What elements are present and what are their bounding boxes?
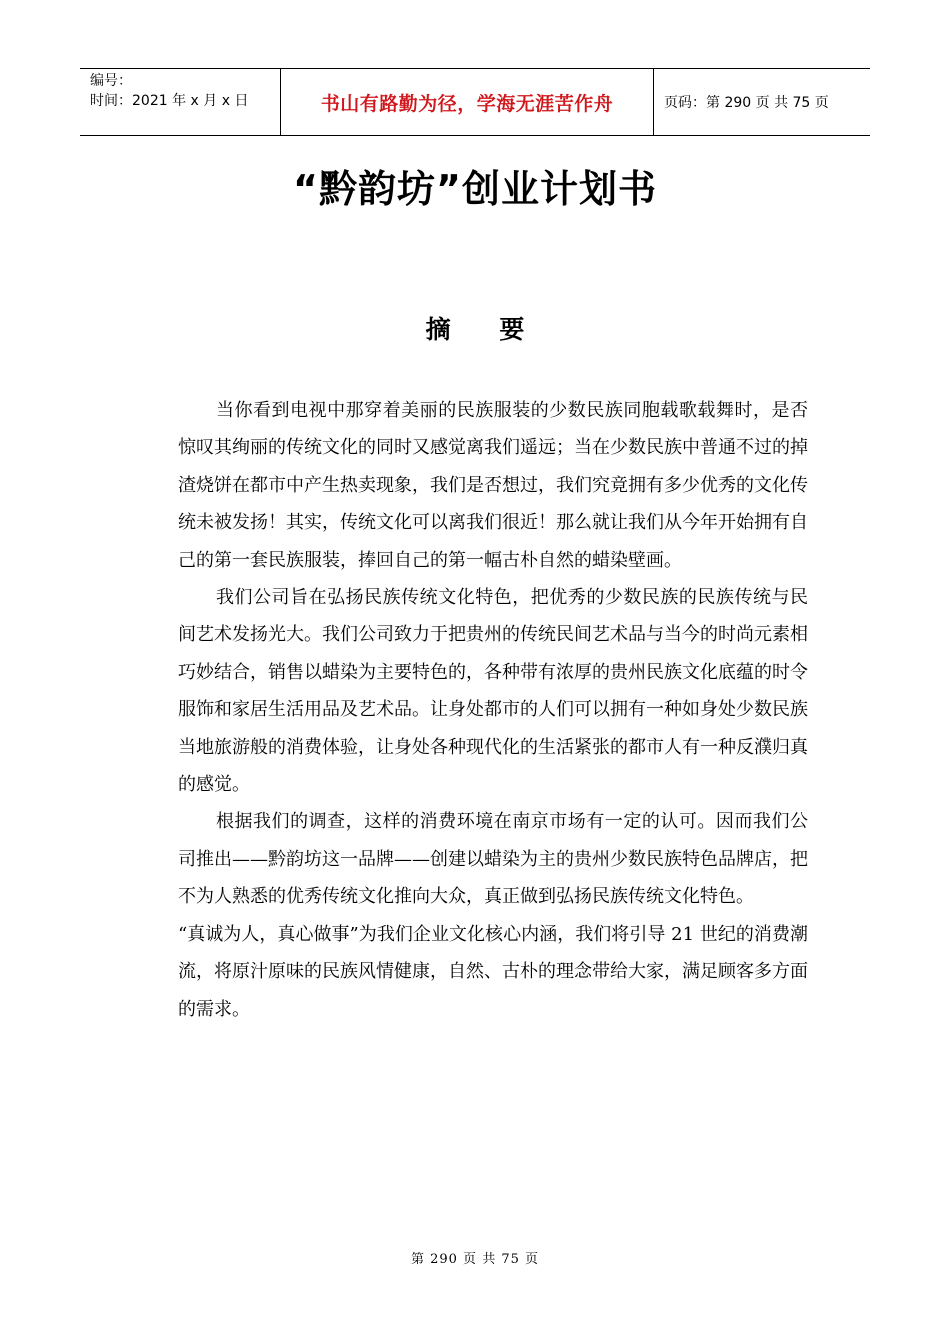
paragraph-4: “真诚为人，真心做事”为我们企业文化核心内涵，我们将引导 21 世纪的消费潮流，将原汁原味的民族风情健康，自然、古朴的理念带给大家，满足顾客多方面的需求。: [178, 923, 808, 1020]
number-label: 编号：: [90, 73, 132, 89]
date-label: 时间：2021 年 x 月 x 日: [90, 93, 249, 109]
header-meta: [80, 69, 281, 135]
paragraph-3: 根据我们的调查，这样的消费环境在南京市场有一定的认可。因而我们公司推出——黔韵坊这一品牌——创建以蜡染为主的贵州少数民族特色品牌店，把不为人熟悉的优秀传统文化推向大众，真正做到弘扬民族传统文化特色。: [178, 811, 808, 908]
document-title: “黔韵坊”创业计划书: [293, 167, 657, 211]
paragraph-1: 当你看到电视中那穿着美丽的民族服装的少数民族同胞载歌载舞时，是否惊叹其绚丽的传统文化的同时又感觉离我们遥远；当在少数民族中普通不过的掉渣烧饼在都市中产生热卖现象，我们是否想过，我们究竟拥有多少优秀的文化传统未被发扬！其实，传统文化可以离我们很近！那么就让我们从今年开始拥有自己的第一套民族服装，捧回自己的第一幅古朴自然的蜡染壁画。: [178, 400, 808, 571]
header-motto: 书山有路勤为径，学海无涯苦作舟: [281, 69, 654, 135]
header-page-info: 页码：第 290 页 共 75 页: [664, 95, 829, 111]
paragraph-2: 我们公司旨在弘扬民族传统文化特色，把优秀的少数民族的民族传统与民间艺术发扬光大。我们公司致力于把贵州的传统民间艺术品与当今的时尚元素相巧妙结合，销售以蜡染为主要特色的，各种带有浓厚的贵州民族文化底蕴的时令服饰和家居生活用品及艺术品。让身处都市的人们可以拥有一种如身处少数民族当地旅游般的消费体验，让身处各种现代化的生活紧张的都市人有一种反濮归真的感觉。: [178, 587, 808, 796]
document-header: [80, 68, 870, 136]
page-footer: 第 290 页 共 75 页: [410, 1252, 540, 1267]
section-heading-abstract: 摘 要: [425, 315, 545, 344]
abstract-body: [178, 392, 808, 1028]
